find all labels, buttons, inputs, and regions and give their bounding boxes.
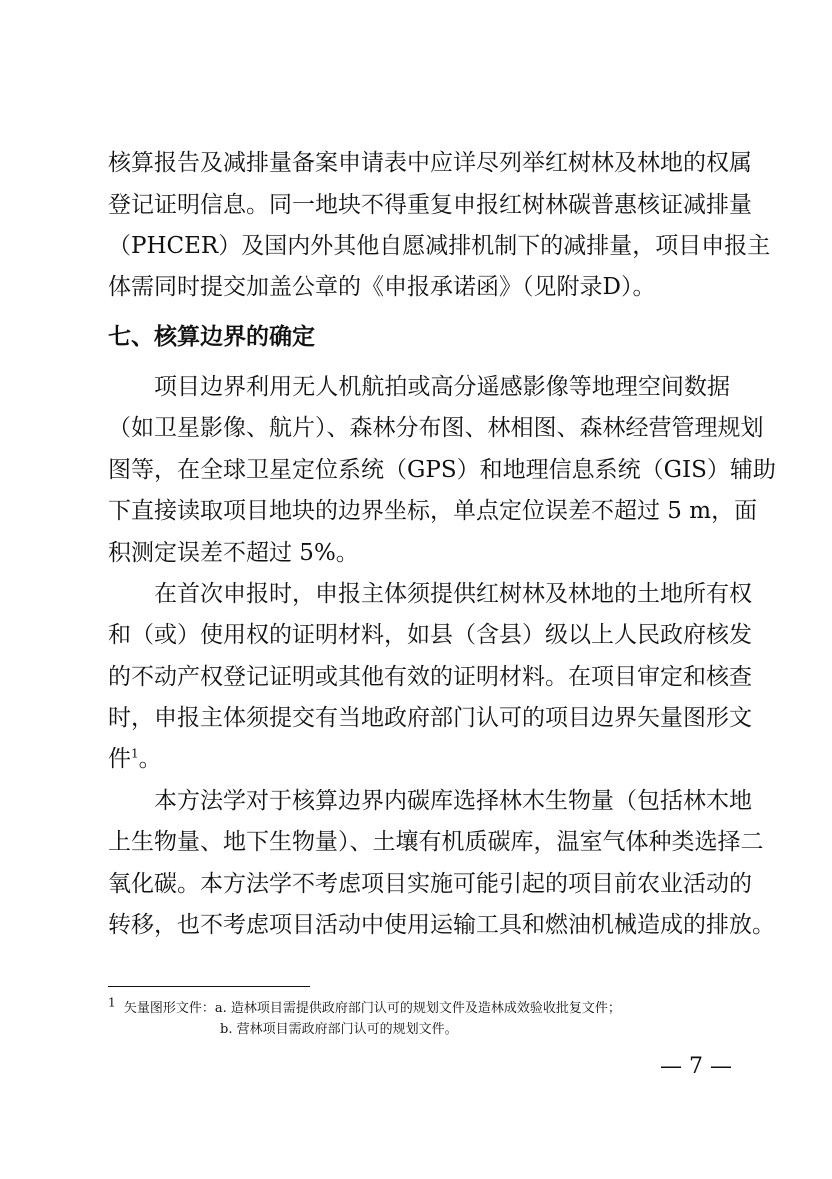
text-line: 转移，也不考虑项目活动中使用运输工具和燃油机械造成的排放。 <box>108 912 775 938</box>
text-line <box>108 742 730 776</box>
text-line: 时，申报主体须提交有当地政府部门认可的项目边界矢量图形文 <box>108 705 752 731</box>
text-line: 和（或）使用权的证明材料，如县（含县）级以上人民政府核发 <box>108 622 752 648</box>
text-line: 登记证明信息。同一地块不得重复申报红树林碳普惠核证减排量 <box>108 192 752 218</box>
text-line: 图等，在全球卫星定位系统（GPS）和地理信息系统（GIS）辅助 <box>108 457 776 483</box>
footnote-divider <box>108 986 310 987</box>
footnote-line <box>108 995 621 1018</box>
section-heading: 七、核算边界的确定 <box>108 324 315 350</box>
text-line: 的不动产权登记证明或其他有效的证明材料。在项目审定和核查 <box>108 664 752 690</box>
footnote-text: 矢量图形文件：a. 造林项目需提供政府部门认可的规划文件及造林成效验收批复文件； <box>123 1001 621 1016</box>
text-line: （PHCER）及国内外其他自愿减排机制下的减排量，项目申报主 <box>108 233 771 259</box>
text-line: 本方法学对于核算边界内碳库选择林木生物量（包括林木地 <box>154 788 752 814</box>
footnote-reference[interactable]: 1 <box>131 746 139 761</box>
text-line: 项目边界利用无人机航拍或高分遥感影像等地理空间数据 <box>154 374 730 400</box>
footnote-line: b. 营林项目需政府部门认可的规划文件。 <box>220 1022 458 1037</box>
text-fragment: 。 <box>138 746 162 772</box>
text-line: 氧化碳。本方法学不考虑项目实施可能引起的项目前农业活动的 <box>108 871 752 897</box>
text-line: 在首次申报时，申报主体须提供红树林及林地的土地所有权 <box>154 581 752 607</box>
text-fragment: 件 <box>108 746 131 772</box>
text-line: 体需同时提交加盖公章的《申报承诺函》（见附录D）。 <box>108 274 656 300</box>
text-line: 积测定误差不超过 5%。 <box>108 540 359 566</box>
footnote-marker: 1 <box>108 995 116 1010</box>
page-number: — 7 — <box>660 1054 732 1079</box>
text-line: 上生物量、地下生物量）、土壤有机质碳库，温室气体种类选择二 <box>108 829 764 855</box>
text-line: 核算报告及减排量备案申请表中应详尽列举红树林及林地的权属 <box>108 150 752 176</box>
text-line: （如卫星影像、航片）、森林分布图、林相图、森林经营管理规划 <box>108 415 764 441</box>
text-line: 下直接读取项目地块的边界坐标，单点定位误差不超过 5 m，面 <box>108 498 758 524</box>
